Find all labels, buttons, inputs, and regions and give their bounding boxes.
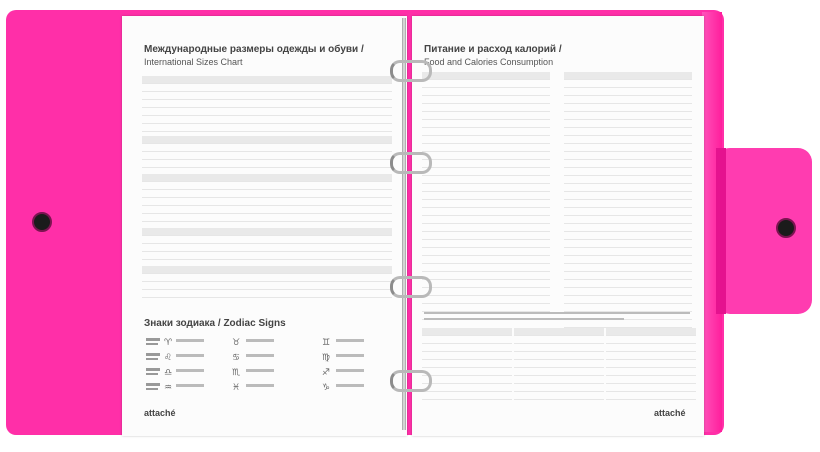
svg-text:♈: ♈	[164, 338, 173, 348]
brand-logo-right: attaché	[654, 408, 686, 418]
svg-text:♏: ♏	[232, 368, 241, 378]
size-table-women-shoes	[142, 136, 392, 168]
activity-table-3	[606, 328, 696, 400]
right-page-subtitle: Food and Calories Consumption	[424, 57, 554, 67]
left-page-title: Международные размеры одежды и обуви /	[144, 44, 364, 55]
note-text-lines	[424, 310, 694, 324]
svg-text:♉: ♉	[232, 338, 241, 348]
zodiac-signs-graphic	[146, 336, 386, 396]
right-page-title: Питание и расход калорий /	[424, 44, 562, 55]
svg-text:♌: ♌	[164, 353, 173, 363]
svg-text:♓: ♓	[232, 383, 241, 393]
snap-button-left[interactable]	[32, 212, 52, 232]
svg-text:♑: ♑	[322, 383, 331, 393]
left-page	[122, 16, 407, 436]
brand-logo-left: attaché	[144, 408, 176, 418]
calorie-table-right	[564, 72, 692, 328]
closure-flap[interactable]	[716, 148, 812, 314]
snap-button-right[interactable]	[776, 218, 796, 238]
binder-ring-1[interactable]	[390, 60, 432, 82]
zodiac-title: Знаки зодиака / Zodiac Signs	[144, 318, 286, 329]
left-page-subtitle: International Sizes Chart	[144, 57, 243, 67]
size-table-men	[142, 174, 392, 222]
svg-text:♐: ♐	[322, 368, 331, 378]
svg-text:♎: ♎	[164, 368, 173, 378]
binder-ring-2[interactable]	[390, 152, 432, 174]
size-table-women	[142, 76, 392, 132]
flap-hinge	[716, 148, 726, 314]
zodiac-grid	[146, 336, 386, 396]
activity-table-2	[514, 328, 604, 400]
svg-text:♒: ♒	[164, 383, 173, 393]
svg-text:♋: ♋	[232, 353, 241, 363]
binder-ring-4[interactable]	[390, 370, 432, 392]
size-table-men-shoes	[142, 266, 392, 298]
calorie-table-left	[422, 72, 550, 320]
size-table-men-shirts	[142, 228, 392, 260]
right-page	[412, 16, 704, 436]
svg-text:♍: ♍	[322, 353, 331, 363]
activity-table-1	[422, 328, 512, 400]
svg-text:♊: ♊	[322, 338, 331, 348]
binder-ring-3[interactable]	[390, 276, 432, 298]
calorie-note	[424, 310, 694, 326]
